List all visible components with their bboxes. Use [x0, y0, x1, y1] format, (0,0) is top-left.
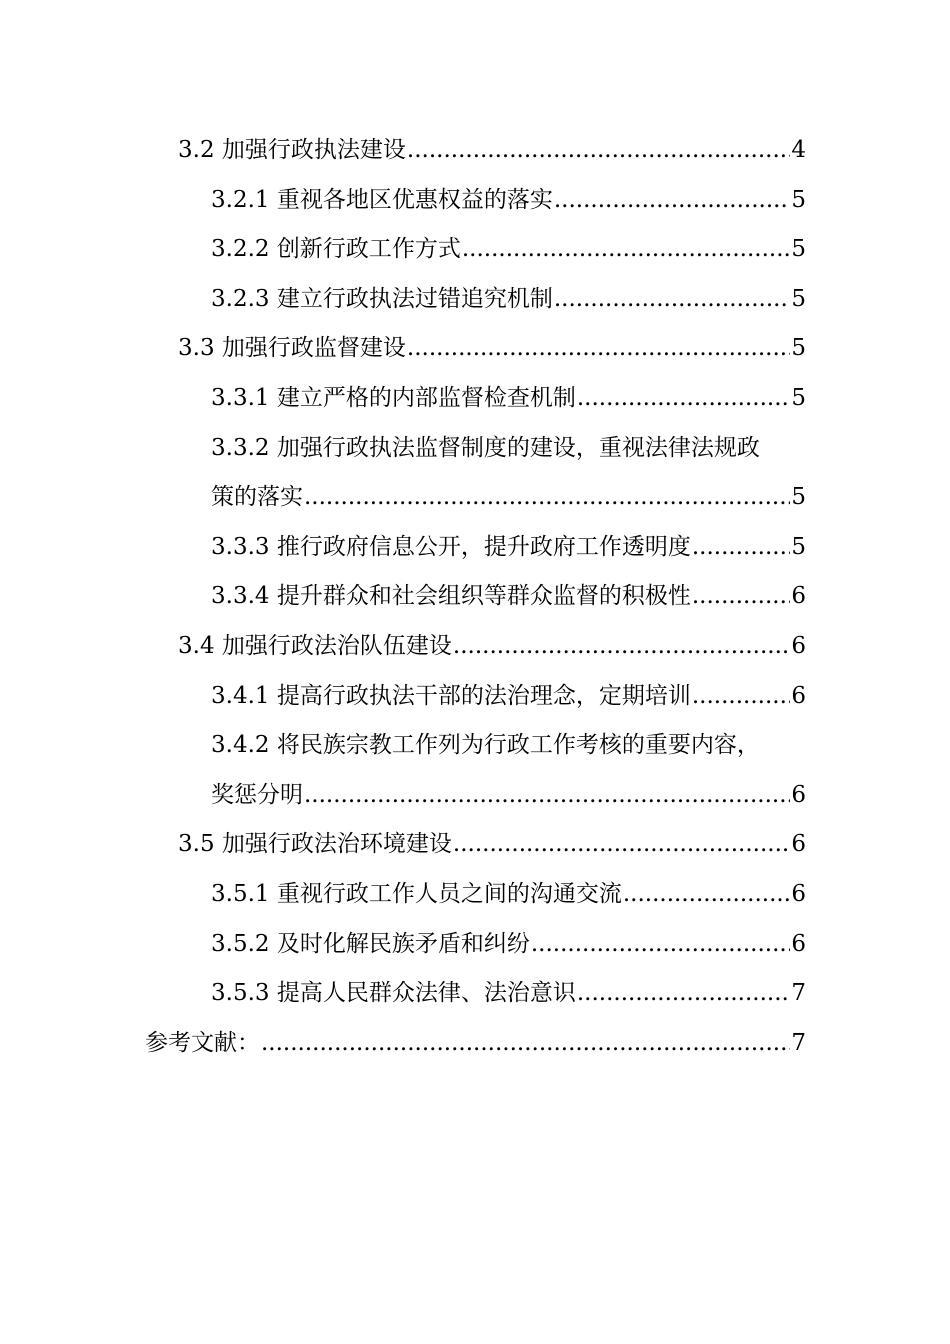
toc-entry-title: 3.3 加强行政监督建设: [178, 335, 406, 362]
toc-dot-leader: [577, 374, 791, 424]
toc-entry-references[interactable]: [0, 1019, 950, 1069]
toc-dot-leader: [577, 969, 791, 1019]
toc-page-number: 5: [791, 236, 806, 263]
toc-entry-3-5-2[interactable]: [0, 920, 950, 970]
toc-dot-leader: [623, 870, 791, 920]
toc-entry-3-3-4[interactable]: [0, 572, 950, 622]
toc-entry-title: 3.3.2 加强行政执法监督制度的建设，重视法律法规政: [211, 434, 760, 461]
toc-entry-title: 3.2.3 建立行政执法过错追究机制: [211, 285, 553, 312]
toc-entry-3-3-2-line1[interactable]: [0, 424, 950, 474]
toc-entry-title: 3.5.3 提高人民群众法律、法治意识: [211, 980, 576, 1007]
toc-page-number: 6: [791, 880, 806, 907]
toc-dot-leader: [692, 572, 791, 622]
toc-entry-3-3[interactable]: [0, 324, 950, 374]
toc-page-number: 6: [791, 831, 806, 858]
toc-entry-3-5[interactable]: [0, 820, 950, 870]
toc-entry-title: 3.2.1 重视各地区优惠权益的落实: [211, 186, 553, 213]
toc-entry-title: 3.4.2 将民族宗教工作列为行政工作考核的重要内容，: [211, 732, 760, 759]
toc-entry-3-3-2-line2[interactable]: [0, 473, 950, 523]
toc-dot-leader: [692, 672, 791, 722]
toc-page-number: 5: [791, 484, 806, 511]
toc-entry-title: 3.3.4 提升群众和社会组织等群众监督的积极性: [211, 583, 691, 610]
toc-entry-title-continued: 奖惩分明: [211, 781, 303, 808]
toc-entry-title: 参考文献：: [145, 1029, 260, 1056]
toc-dot-leader: [304, 771, 790, 821]
toc-page-number: 5: [791, 533, 806, 560]
toc-entry-title: 3.4 加强行政法治队伍建设: [178, 632, 452, 659]
toc-entry-3-3-1[interactable]: [0, 374, 950, 424]
toc-page-number: 5: [791, 335, 806, 362]
toc-page-number: 5: [791, 285, 806, 312]
toc-entry-title: 3.2.2 创新行政工作方式: [211, 236, 461, 263]
toc-entry-title: 3.2 加强行政执法建设: [178, 137, 406, 163]
toc-dot-leader: [261, 1019, 790, 1069]
toc-entry-3-5-1[interactable]: [0, 870, 950, 920]
toc-dot-leader: [407, 126, 790, 176]
toc-entry-3-5-3[interactable]: [0, 969, 950, 1019]
table-of-contents: [0, 126, 950, 1068]
toc-entry-title: 3.4.1 提高行政执法干部的法治理念，定期培训: [211, 682, 691, 709]
toc-entry-3-2[interactable]: [0, 126, 950, 176]
toc-page-number: 7: [791, 1029, 806, 1056]
toc-dot-leader: [554, 275, 791, 325]
toc-page-number: 5: [791, 384, 806, 411]
toc-entry-3-2-3[interactable]: [0, 275, 950, 325]
toc-entry-3-2-2[interactable]: [0, 225, 950, 275]
toc-page-number: 5: [791, 186, 806, 213]
toc-entry-title: 3.3.3 推行政府信息公开，提升政府工作透明度: [211, 533, 691, 560]
toc-entry-3-3-3[interactable]: [0, 523, 950, 573]
toc-entry-3-4-1[interactable]: [0, 672, 950, 722]
toc-dot-leader: [453, 622, 790, 672]
toc-dot-leader: [407, 324, 790, 374]
toc-dot-leader: [554, 176, 791, 226]
toc-entry-3-4-2-line1[interactable]: [0, 721, 950, 771]
toc-dot-leader: [531, 920, 791, 970]
toc-page-number: 7: [791, 980, 806, 1007]
toc-page-number: 6: [791, 632, 806, 659]
toc-entry-title-continued: 策的落实: [211, 484, 303, 511]
toc-entry-3-2-1[interactable]: [0, 176, 950, 226]
toc-dot-leader: [453, 820, 790, 870]
toc-page-number: 6: [791, 583, 806, 610]
toc-page-number: 6: [791, 682, 806, 709]
toc-dot-leader: [462, 225, 791, 275]
toc-dot-leader: [692, 523, 791, 573]
toc-entry-title: 3.5 加强行政法治环境建设: [178, 831, 452, 858]
toc-dot-leader: [304, 473, 790, 523]
toc-page-number: 4: [791, 137, 806, 163]
toc-entry-3-4-2-line2[interactable]: [0, 771, 950, 821]
toc-entry-title: 3.3.1 建立严格的内部监督检查机制: [211, 384, 576, 411]
toc-entry-3-4[interactable]: [0, 622, 950, 672]
toc-entry-title: 3.5.1 重视行政工作人员之间的沟通交流: [211, 880, 622, 907]
toc-entry-title: 3.5.2 及时化解民族矛盾和纠纷: [211, 930, 530, 957]
toc-page-number: 6: [791, 930, 806, 957]
toc-page-number: 6: [791, 781, 806, 808]
